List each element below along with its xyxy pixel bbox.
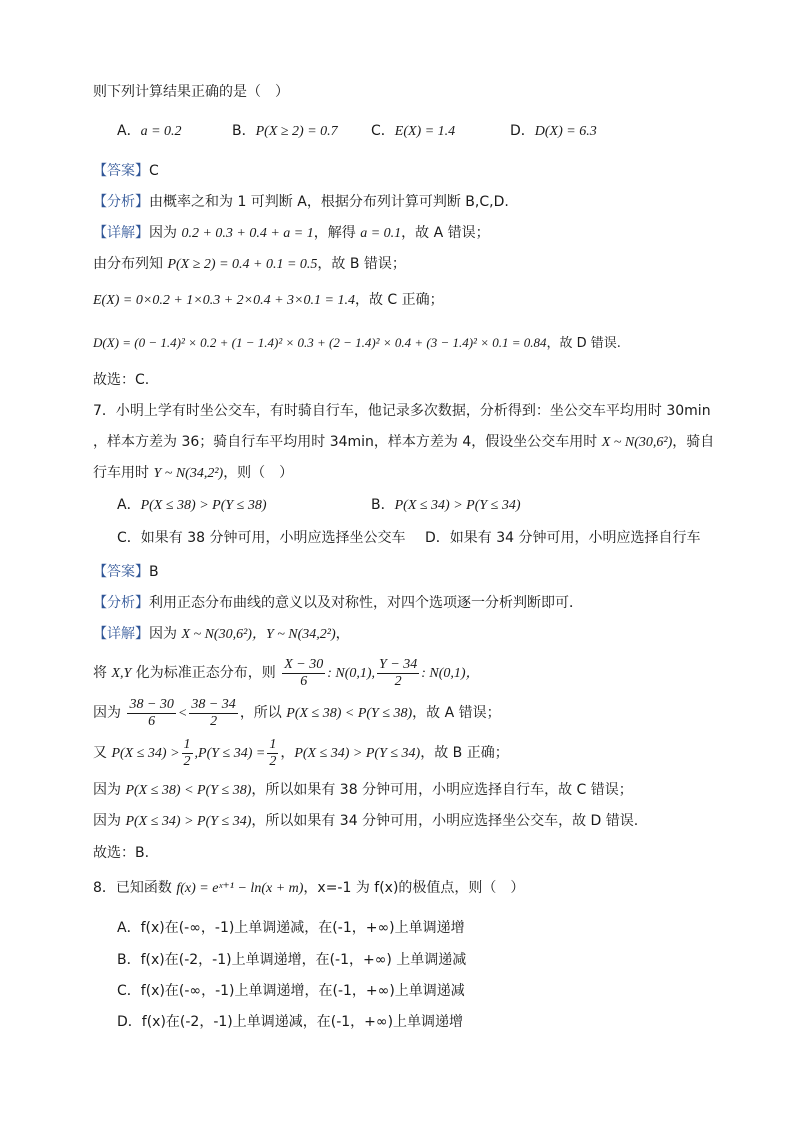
text: 因为	[93, 813, 126, 829]
text: 行车用时	[93, 465, 154, 481]
text: ，所以如果有 38 分钟可用，小明应选择自行车，故 C 错误；	[251, 782, 633, 798]
text: 将	[93, 665, 112, 681]
q6-detail-line-4	[93, 333, 621, 354]
math-expr: P(X ≤ 38) < P(Y ≤ 38)	[125, 783, 252, 798]
option-text: B．f(x)在(-2，-1)上单调递增，在(-1，+∞) 上单调递减	[117, 952, 467, 968]
fraction	[189, 697, 237, 730]
text: 又	[93, 745, 112, 761]
math-expr: X ~ N(30,6²)，Y ~ N(34,2²)	[181, 627, 336, 642]
q7-option-a	[117, 495, 266, 516]
fraction-denominator: 2	[183, 753, 191, 769]
q6-answer	[93, 161, 159, 181]
stem-text: 7．小明上学有时坐公交车，有时骑自行车，他记录多次数据，分析得到：坐公交车平均用时 30min	[93, 403, 711, 419]
math-expr: : N(0,1),	[327, 666, 376, 681]
q8-option-d	[117, 1012, 463, 1032]
q7-answer	[93, 562, 159, 582]
text: 因为	[149, 225, 182, 241]
q7-option-c	[117, 528, 406, 548]
option-text: D．f(x)在(-2，-1)上单调递减，在(-1，+∞)上单调递增	[117, 1014, 464, 1030]
fraction-numerator: 38 − 30	[129, 696, 174, 712]
analysis-text: 由概率之和为 1 可判断 A，根据分布列计算可判断 B,C,D.	[149, 194, 509, 210]
answer-value: C	[149, 163, 159, 179]
option-letter: C．	[371, 123, 395, 139]
q7-detail-line-4	[93, 734, 509, 773]
option-text: D．如果有 34 分钟可用，小明应选择自行车	[425, 530, 701, 546]
fraction	[182, 737, 193, 770]
fraction-denominator: 6	[148, 713, 156, 729]
conclusion-text: 故选：C.	[93, 372, 150, 388]
text: 因为	[93, 705, 126, 721]
fraction-numerator: 38 − 34	[191, 696, 236, 712]
option-expr: E(X) = 1.4	[394, 124, 456, 139]
analysis-tag: 【分析】	[93, 194, 149, 210]
text: ，故 B 正确；	[420, 745, 509, 761]
fraction	[377, 657, 419, 690]
q8-option-c	[117, 981, 465, 1001]
text: ，故 C 正确；	[354, 292, 444, 308]
text: 由分布列知	[93, 256, 168, 272]
fraction	[267, 737, 278, 770]
text: ，所以如果有 34 分钟可用，小明应选择坐公交车，故 D 错误.	[251, 813, 639, 829]
text: ，故 A 错误；	[412, 705, 501, 721]
option-letter: B．	[371, 497, 395, 513]
fraction-denominator: 2	[210, 713, 218, 729]
option-expr: D(X) = 6.3	[534, 124, 597, 139]
option-text: C．f(x)在(-∞，-1)上单调递增，在(-1，+∞)上单调递减	[117, 983, 465, 999]
fraction	[127, 697, 175, 730]
q7-conclusion	[93, 843, 149, 863]
answer-tag: 【答案】	[93, 564, 149, 580]
q6-analysis	[93, 192, 509, 212]
text: 因为	[149, 626, 182, 642]
option-expr: a = 0.2	[140, 124, 182, 139]
q7-detail-line-2	[93, 654, 480, 693]
option-letter: A．	[117, 497, 141, 513]
q6-detail-line-3	[93, 290, 444, 311]
math-expr: X ~ N(30,6²)	[601, 435, 673, 450]
answer-value: B	[149, 564, 159, 580]
text: ，	[335, 626, 350, 642]
detail-tag: 【详解】	[93, 225, 149, 241]
fraction-denominator: 6	[300, 673, 308, 689]
math-expr: ,P(Y ≤ 34) =	[194, 746, 266, 761]
text: ，	[280, 745, 295, 761]
option-letter: B．	[232, 123, 256, 139]
q7-detail-line-5	[93, 780, 633, 801]
analysis-text: 利用正态分布曲线的意义以及对称性，对四个选项逐一分析判断即可．	[149, 595, 583, 611]
math-expr: P(X ≥ 2) = 0.4 + 0.1 = 0.5	[167, 257, 318, 272]
text: ，解得	[313, 225, 361, 241]
text: 8．已知函数	[93, 880, 177, 896]
math-expr: P(X ≤ 34) > P(Y ≤ 34)	[125, 814, 252, 829]
q7-stem-line-1	[93, 401, 711, 421]
math-expr: a = 0.1	[360, 226, 402, 241]
option-expr: P(X ≤ 34) > P(Y ≤ 34)	[394, 498, 521, 513]
text: 化为标准正态分布，则	[131, 665, 281, 681]
fraction-denominator: 2	[269, 753, 277, 769]
fraction-numerator: 1	[183, 736, 191, 752]
q6-detail-line-2	[93, 254, 406, 275]
math-expr: P(X ≤ 38) < P(Y ≤ 38)	[286, 706, 413, 721]
math-expr: Y ~ N(34,2²)	[153, 466, 224, 481]
text: ，样本方差为 36；骑自行车平均用时 34min，样本方差为 4，假设坐公交车用时	[93, 434, 602, 450]
q8-stem	[93, 878, 524, 899]
q7-stem-line-3	[93, 463, 293, 484]
q6-option-b	[232, 121, 338, 142]
text: ，故 A 错误；	[401, 225, 490, 241]
q6-option-a	[117, 121, 182, 142]
q7-stem-line-2	[93, 432, 714, 453]
math-expr: 0.2 + 0.3 + 0.4 + a = 1	[181, 226, 314, 241]
option-text: A．f(x)在(-∞，-1)上单调递减，在(-1，+∞)上单调递增	[117, 920, 465, 936]
q7-analysis	[93, 593, 583, 613]
text: ，则（ ）	[223, 465, 294, 481]
text: ，骑自	[672, 434, 715, 450]
q8-option-b	[117, 950, 466, 970]
text: 因为	[93, 782, 126, 798]
math-expr: P(X ≤ 34) >	[111, 746, 180, 761]
option-letter: D．	[510, 123, 535, 139]
q7-detail-line-6	[93, 811, 638, 832]
q7-detail-line-1	[93, 624, 350, 645]
detail-tag: 【详解】	[93, 626, 149, 642]
math-expr: D(X) = (0 − 1.4)² × 0.2 + (1 − 1.4)² × 0.3 + (2 − 1.4)² × 0.4 + (3 − 1.4)² × 0.1 = 0.84	[93, 335, 547, 350]
q8-option-a	[117, 918, 465, 938]
math-expr: E(X) = 0×0.2 + 1×0.3 + 2×0.4 + 3×0.1 = 1.4	[93, 293, 355, 308]
fraction-numerator: 1	[269, 736, 277, 752]
option-text: C．如果有 38 分钟可用，小明应选择坐公交车	[117, 530, 406, 546]
fraction	[282, 657, 325, 690]
answer-tag: 【答案】	[93, 163, 149, 179]
q6-option-c	[371, 121, 455, 142]
math-expr: X,Y	[111, 666, 132, 681]
text: ，x=-1 为 f(x)的极值点，则（ ）	[303, 880, 525, 896]
q7-detail-line-3	[93, 694, 501, 733]
analysis-tag: 【分析】	[93, 595, 149, 611]
q6-stem-tail	[93, 82, 289, 102]
option-expr: P(X ≥ 2) = 0.7	[255, 124, 338, 139]
q6-option-d	[510, 121, 597, 142]
fraction-denominator: 2	[394, 673, 402, 689]
fraction-numerator: Y − 34	[379, 656, 418, 672]
text: ，故 B 错误；	[317, 256, 406, 272]
q6-detail-line-1	[93, 223, 490, 244]
q7-option-d	[425, 528, 701, 548]
math-expr: <	[177, 706, 188, 721]
fraction-numerator: X − 30	[284, 656, 324, 672]
q7-option-b	[371, 495, 521, 516]
text: ，所以	[239, 705, 287, 721]
math-expr: : N(0,1)，	[421, 666, 480, 681]
math-expr: f(x) = eˣ⁺¹ − ln(x + m)	[176, 881, 304, 896]
math-expr: P(X ≤ 34) > P(Y ≤ 34)	[294, 746, 421, 761]
q6-conclusion	[93, 370, 149, 390]
option-letter: A．	[117, 123, 141, 139]
q6-stem-text: 则下列计算结果正确的是（ ）	[93, 84, 289, 100]
conclusion-text: 故选：B.	[93, 845, 150, 861]
option-expr: P(X ≤ 38) > P(Y ≤ 38)	[140, 498, 267, 513]
text: ，故 D 错误.	[546, 336, 621, 351]
